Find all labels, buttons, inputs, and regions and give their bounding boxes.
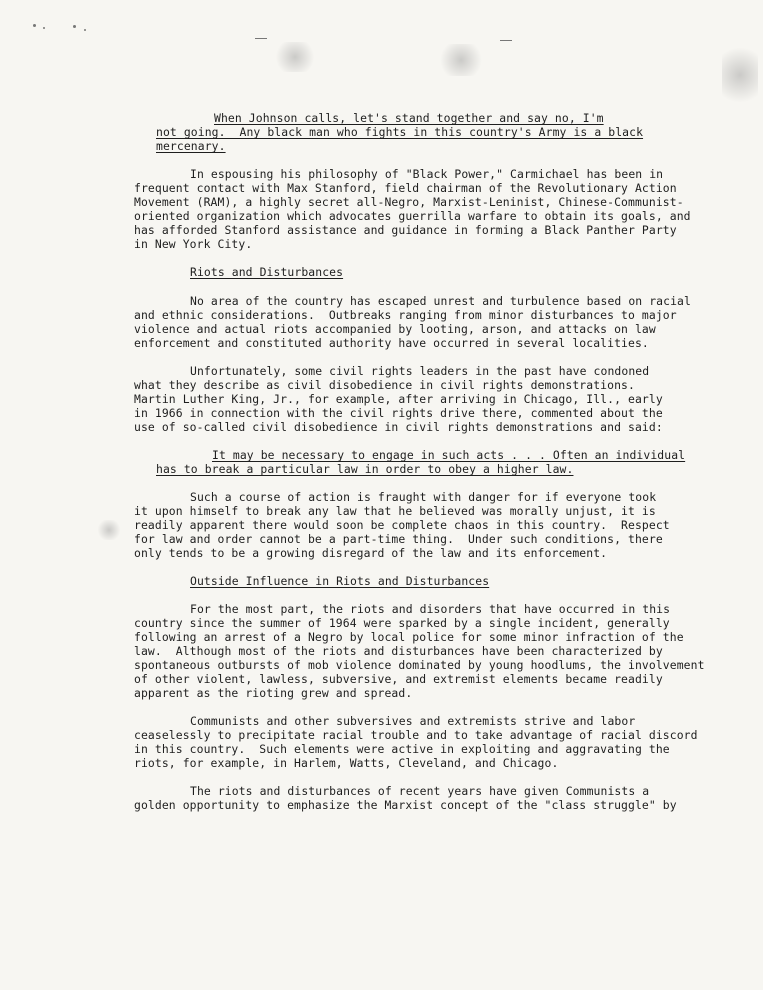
text-line: readily apparent there would soon be complete chaos in this country. Respect — [134, 518, 670, 532]
text-line: law. Although most of the riots and disturbances have been characterized by — [134, 644, 663, 658]
text-line: Unfortunately, some civil rights leaders in the past have condoned — [190, 364, 650, 378]
text-line: for law and order cannot be a part-time thing. Under such conditions, there — [134, 532, 663, 546]
text-line: enforcement and constituted authority have occurred in several localities. — [134, 336, 649, 350]
text-line: has afforded Stanford assistance and guidance in forming a Black Panther Party — [134, 223, 677, 237]
text-line: Such a course of action is fraught with danger for if everyone took — [190, 490, 657, 504]
scan-smudge — [96, 520, 122, 540]
text-line: spontaneous outbursts of mob violence dominated by young hoodlums, the involvement — [134, 658, 705, 672]
scan-speck — [43, 27, 45, 29]
scan-smudge — [722, 40, 758, 110]
text-line: use of so-called civil disobedience in civil rights demonstrations and said: — [134, 420, 663, 434]
text-line: riots, for example, in Harlem, Watts, Cleveland, and Chicago. — [134, 756, 559, 770]
text-line: In espousing his philosophy of "Black Power," Carmichael has been in — [190, 167, 664, 181]
text-line: apparent as the rioting grew and spread. — [134, 686, 413, 700]
text-line: The riots and disturbances of recent years have given Communists a — [190, 784, 650, 798]
text-line: Outside Influence in Riots and Disturbances — [190, 574, 490, 588]
scan-speck — [73, 25, 76, 28]
text-line: has to break a particular law in order to obey a higher law. — [156, 462, 574, 476]
scan-smudge — [436, 44, 486, 76]
text-line: following an arrest of a Negro by local police for some minor infraction of the — [134, 630, 684, 644]
text-line: and ethnic considerations. Outbreaks ranging from minor disturbances to major — [134, 308, 677, 322]
scan-speck — [84, 29, 86, 31]
text-line: only tends to be a growing disregard of the law and its enforcement. — [134, 546, 608, 560]
text-line: violence and actual riots accompanied by looting, arson, and attacks on law — [134, 322, 656, 336]
text-line: Movement (RAM), a highly secret all-Negro, Marxist-Leninist, Chinese-Communist- — [134, 195, 684, 209]
text-line: in 1966 in connection with the civil rights drive there, commented about the — [134, 406, 663, 420]
text-line: oriented organization which advocates guerrilla warfare to obtain its goals, and — [134, 209, 691, 223]
text-line: golden opportunity to emphasize the Marxist concept of the "class struggle" by — [134, 798, 677, 812]
scan-speck — [500, 40, 512, 41]
text-line: in this country. Such elements were active in exploiting and aggravating the — [134, 742, 670, 756]
text-line: frequent contact with Max Stanford, field chairman of the Revolutionary Action — [134, 181, 677, 195]
text-line: mercenary. — [156, 139, 226, 153]
text-line: When Johnson calls, let's stand together and say no, I'm — [214, 111, 604, 125]
text-line: not going. Any black man who fights in this country's Army is a black — [156, 125, 644, 139]
text-line: of other violent, lawless, subversive, and extremist elements became readily — [134, 672, 663, 686]
text-line: No area of the country has escaped unrest and turbulence based on racial — [190, 294, 691, 308]
text-line: Riots and Disturbances — [190, 265, 344, 279]
text-line: For the most part, the riots and disorders that have occurred in this — [190, 602, 671, 616]
text-line: in New York City. — [134, 237, 253, 251]
text-line: It may be necessary to engage in such acts . . . Often an individual — [212, 448, 686, 462]
scan-speck — [33, 24, 36, 27]
scan-speck — [255, 38, 267, 39]
scan-smudge — [272, 42, 318, 72]
text-line: Martin Luther King, Jr., for example, after arriving in Chicago, Ill., early — [134, 392, 663, 406]
text-line: ceaselessly to precipitate racial trouble and to take advantage of racial discord — [134, 728, 698, 742]
text-line: what they describe as civil disobedience in civil rights demonstrations. — [134, 378, 635, 392]
text-line: Communists and other subversives and extremists strive and labor — [190, 714, 636, 728]
text-line: it upon himself to break any law that he believed was morally unjust, it is — [134, 504, 656, 518]
text-line: country since the summer of 1964 were sparked by a single incident, generally — [134, 616, 670, 630]
